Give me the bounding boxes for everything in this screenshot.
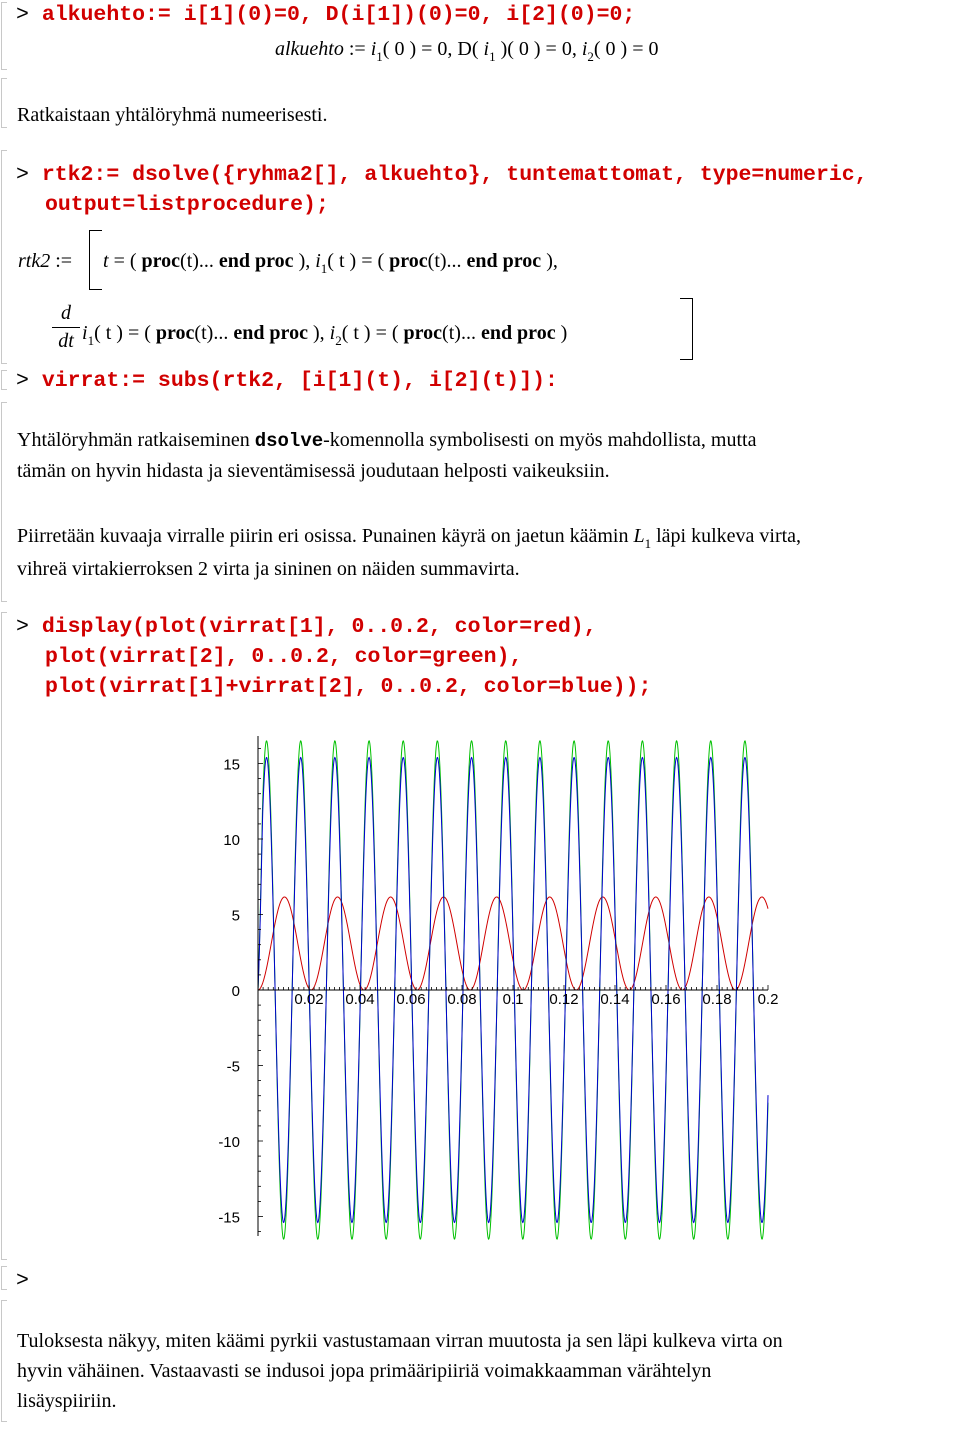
subscript: 2: [587, 49, 594, 64]
dots: ...: [213, 322, 234, 344]
x-tick-label: 0.06: [396, 991, 426, 1008]
derivative-den: dt: [52, 327, 80, 353]
x-tick-label: 0.1: [502, 991, 524, 1008]
subscript: 2: [335, 333, 342, 348]
subscript: 1: [376, 49, 383, 64]
assign-op: :=: [55, 250, 73, 272]
proc-keyword: proc: [155, 322, 195, 344]
dots: ...: [460, 322, 481, 344]
x-tick-label: 0.08: [447, 991, 477, 1008]
x-tick-label: 0.18: [702, 991, 732, 1008]
var-L: L: [633, 525, 645, 547]
list-close-bracket: [680, 298, 693, 360]
input-code[interactable]: plot(virrat[1]+virrat[2], 0..0.2, color=blue));: [45, 675, 652, 699]
var-i: i: [82, 322, 88, 344]
inline-code: dsolve: [254, 430, 324, 452]
arg: ( t ): [341, 322, 371, 344]
eq: = (: [122, 322, 156, 344]
input-line-rtk2[interactable]: [16, 160, 868, 190]
value-text: )( 0 ) = 0,: [495, 38, 582, 60]
proc-arg: (t): [180, 250, 199, 272]
text-run: läpi kulkeva virta,: [651, 525, 802, 547]
x-tick-label: 0.14: [600, 991, 630, 1008]
var-i: i: [581, 38, 588, 60]
var-i: i: [370, 38, 377, 60]
endproc-keyword: end proc: [218, 250, 294, 272]
input-line-display[interactable]: [16, 612, 597, 642]
endproc-keyword: end proc: [480, 322, 556, 344]
execution-group-bracket[interactable]: [1, 150, 2, 364]
text-bracket[interactable]: [1, 402, 2, 602]
proc-arg: (t): [442, 322, 461, 344]
dots: ...: [446, 250, 467, 272]
eq: = (: [356, 250, 390, 272]
arg: ( t ): [327, 250, 357, 272]
text-bracket[interactable]: [1, 78, 2, 128]
y-tick-label: 10: [223, 832, 240, 849]
d-operator: D(: [457, 38, 484, 60]
text-paragraph: lisäyspiiriin.: [17, 1390, 117, 1412]
arg: ( t ): [94, 322, 123, 344]
endproc-keyword: end proc: [233, 322, 308, 344]
dots: ...: [198, 250, 219, 272]
proc-keyword: proc: [389, 250, 428, 272]
text-run: Piirretään kuvaaja virralle piirin eri osissa. Punainen käyrä on jaetun käämin: [17, 525, 634, 547]
endproc-keyword: end proc: [466, 250, 542, 272]
input-code[interactable]: alkuehto:= i[1](0)=0, D(i[1])(0)=0, i[2](0)=0;: [41, 3, 636, 27]
derivative-num: d: [61, 302, 71, 324]
derivative-fraction: [52, 302, 80, 353]
y-tick-label: -10: [218, 1134, 240, 1151]
x-tick-label: 0.02: [294, 991, 324, 1008]
close: ),: [307, 322, 330, 344]
plot-output[interactable]: [200, 728, 780, 1248]
proc-keyword: proc: [141, 250, 181, 272]
list-open-bracket: [89, 230, 102, 290]
y-tick-label: 0: [231, 983, 240, 1000]
y-tick-label: 15: [223, 756, 240, 774]
execution-group-bracket[interactable]: [1, 1266, 2, 1290]
y-tick-label: 5: [231, 907, 240, 925]
prompt: >: [16, 3, 29, 27]
input-code[interactable]: display(plot(virrat[1], 0..0.2, color=red),: [41, 615, 597, 639]
output-rtk2-line1: [103, 250, 558, 276]
text-bracket[interactable]: [1, 1300, 2, 1422]
prompt: >: [16, 163, 29, 187]
text-paragraph: [17, 425, 756, 456]
input-code[interactable]: output=listprocedure);: [45, 193, 329, 217]
prompt: >: [16, 615, 29, 639]
input-code[interactable]: plot(virrat[2], 0..0.2, color=green),: [45, 645, 523, 669]
y-tick-label: -15: [218, 1209, 240, 1227]
assign-op: :=: [348, 38, 366, 60]
empty-input-line[interactable]: [16, 1266, 29, 1296]
output-rtk2-line2: [82, 322, 568, 348]
text-paragraph: vihreä virtakierroksen 2 virta ja sininen on näiden summavirta.: [17, 558, 520, 580]
input-line-display-cont[interactable]: [16, 672, 651, 702]
var-t: t: [103, 250, 109, 272]
input-line-alkuehto[interactable]: [16, 0, 635, 30]
x-tick-label: 0.12: [549, 991, 579, 1008]
text-run: -komennolla symbolisesti on myös mahdollista, mutta: [323, 429, 757, 451]
y-tick-label: -5: [226, 1058, 240, 1076]
proc-keyword: proc: [403, 322, 443, 344]
output-lhs: rtk2: [18, 250, 51, 272]
input-line-display-cont[interactable]: [16, 642, 522, 672]
close: ),: [541, 250, 558, 272]
text-paragraph: tämän on hyvin hidasta ja sieventämisessä joudutaan helposti vaikeuksiin.: [17, 460, 610, 482]
prompt: >: [16, 369, 29, 393]
execution-group-bracket[interactable]: [1, 2, 2, 70]
close: ),: [293, 250, 316, 272]
text-paragraph: [17, 521, 801, 553]
prompt: >: [16, 1269, 29, 1293]
value-text: ( 0 ) = 0,: [382, 38, 458, 60]
text-paragraph: Tuloksesta näkyy, miten käämi pyrkii vastustamaan virran muutosta ja sen läpi kulkeva virta on: [17, 1330, 783, 1352]
var-i: i: [315, 250, 321, 272]
execution-group-bracket[interactable]: [1, 370, 2, 390]
eq: = (: [370, 322, 404, 344]
text-run: Yhtälöryhmän ratkaiseminen: [17, 429, 255, 451]
output-rtk2-lhs: [18, 250, 72, 273]
close: ): [555, 322, 568, 344]
text-paragraph: hyvin vähäinen. Vastaavasti se indusoi jopa primääripiiriä voimakkaamman värähtelyn: [17, 1360, 712, 1382]
value-text: ( 0 ) = 0: [593, 38, 659, 60]
proc-arg: (t): [194, 322, 214, 344]
x-tick-label: 0.16: [651, 991, 681, 1008]
var-i: i: [329, 322, 336, 344]
var-i: i: [483, 38, 490, 60]
output-alkuehto: [275, 38, 659, 64]
subscript: 1: [320, 261, 328, 276]
execution-group-bracket[interactable]: [1, 612, 2, 1260]
input-line-rtk2-cont[interactable]: [16, 190, 329, 220]
input-code[interactable]: virrat:= subs(rtk2, [i[1](t), i[2](t)]):: [41, 369, 558, 393]
eq: = (: [108, 250, 142, 272]
subscript: 1: [87, 333, 95, 348]
input-code[interactable]: rtk2:= dsolve({ryhma2[], alkuehto}, tuntemattomat, type=numeric,: [41, 163, 868, 187]
x-tick-label: 0.04: [345, 991, 375, 1008]
proc-arg: (t): [427, 250, 447, 272]
x-tick-label: 0.2: [757, 991, 779, 1008]
text-paragraph: Ratkaistaan yhtälöryhmä numeerisesti.: [17, 104, 328, 126]
subscript: 1: [489, 49, 496, 64]
output-lhs: alkuehto: [275, 38, 344, 60]
input-line-virrat[interactable]: [16, 366, 558, 396]
subscript: 1: [644, 536, 652, 551]
